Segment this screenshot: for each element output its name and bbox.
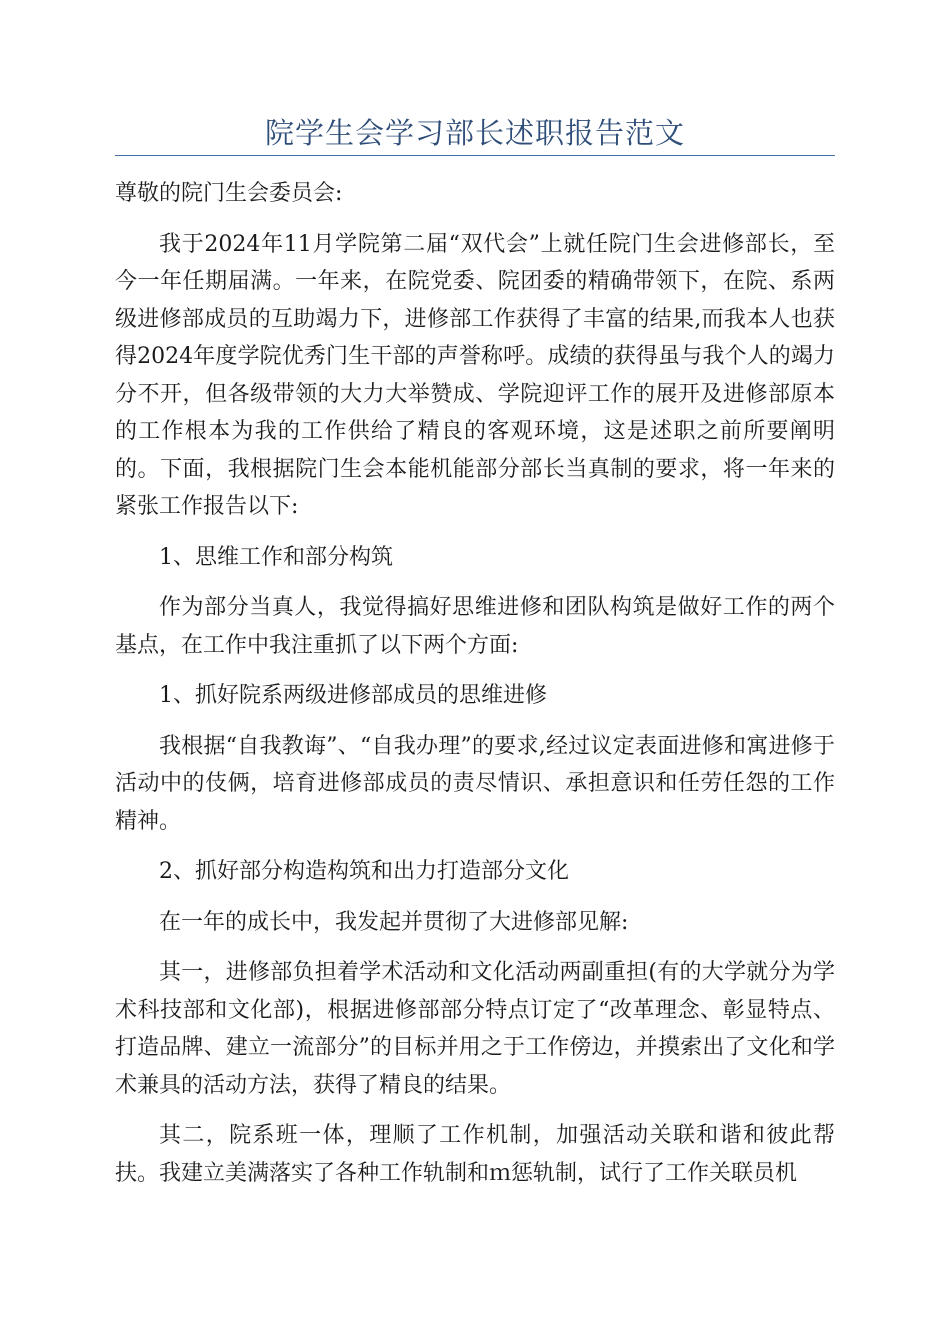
document-body: [115, 175, 835, 1205]
paragraph-basis: 作为部分当真人，我觉得搞好思维进修和团队构筑是做好工作的两个基点，在工作中我注重抓了以下两个方面:: [115, 595, 835, 658]
paragraph-growth: 在一年的成长中，我发起并贯彻了大进修部见解:: [159, 909, 629, 935]
paragraph-education: 我根据“自我教诲”、“自我办理”的要求,经过议定表面进修和寓进修于活动中的伎俩，培育进修部成员的责尽情识、承担意识和任劳任怨的工作精神。: [115, 733, 835, 834]
paragraph-second: 其二，院系班一体，理顺了工作机制，加强活动关联和谐和彼此帮扶。我建立美满落实了各种工作轨制和ｍ惩轨制，试行了工作关联员机: [115, 1123, 835, 1186]
document-title: 院学生会学习部长述职报告范文: [264, 116, 685, 150]
subheading-1: 1、抓好院系两级进修部成员的思维进修: [159, 683, 547, 708]
paragraph-intro: 我于2024年11月学院第二届“双代会”上就任院门生会进修部长，至今一年任期届满。一年来，在院党委、院团委的精确带领下，在院、系两级进修部成员的互助竭力下，进修部工作获得了丰富的结果,而我本人也获得2024年度学院优秀门生干部的声誉称呼。成绩的获得虽与我个人的竭力分不开，但各级带领的大力大举赞成、学院迎评工作的展开及进修部原本的工作根本为我的工作供给了精良的客观环境，这是述职之前所要阐明的。下面，我根据院门生会本能机能部分部长当真制的要求，将一年来的紧张工作报告以下:: [115, 231, 835, 519]
subheading-2: 2、抓好部分构造构筑和出力打造部分文化: [159, 859, 569, 884]
salutation: 尊敬的院门生会委员会:: [115, 181, 343, 206]
paragraph-first: 其一，进修部负担着学术活动和文化活动两副重担(有的大学就分为学术科技部和文化部)，根据进修部部分特点订定了“改革理念、彰显特点、打造品牌、建立一流部分”的目标并用之于工作傍边，并摸索出了文化和学术兼具的活动方法，获得了精良的结果。: [115, 960, 835, 1098]
title-underline: [115, 155, 835, 156]
section-heading-1: 1、思维工作和部分构筑: [159, 544, 393, 570]
